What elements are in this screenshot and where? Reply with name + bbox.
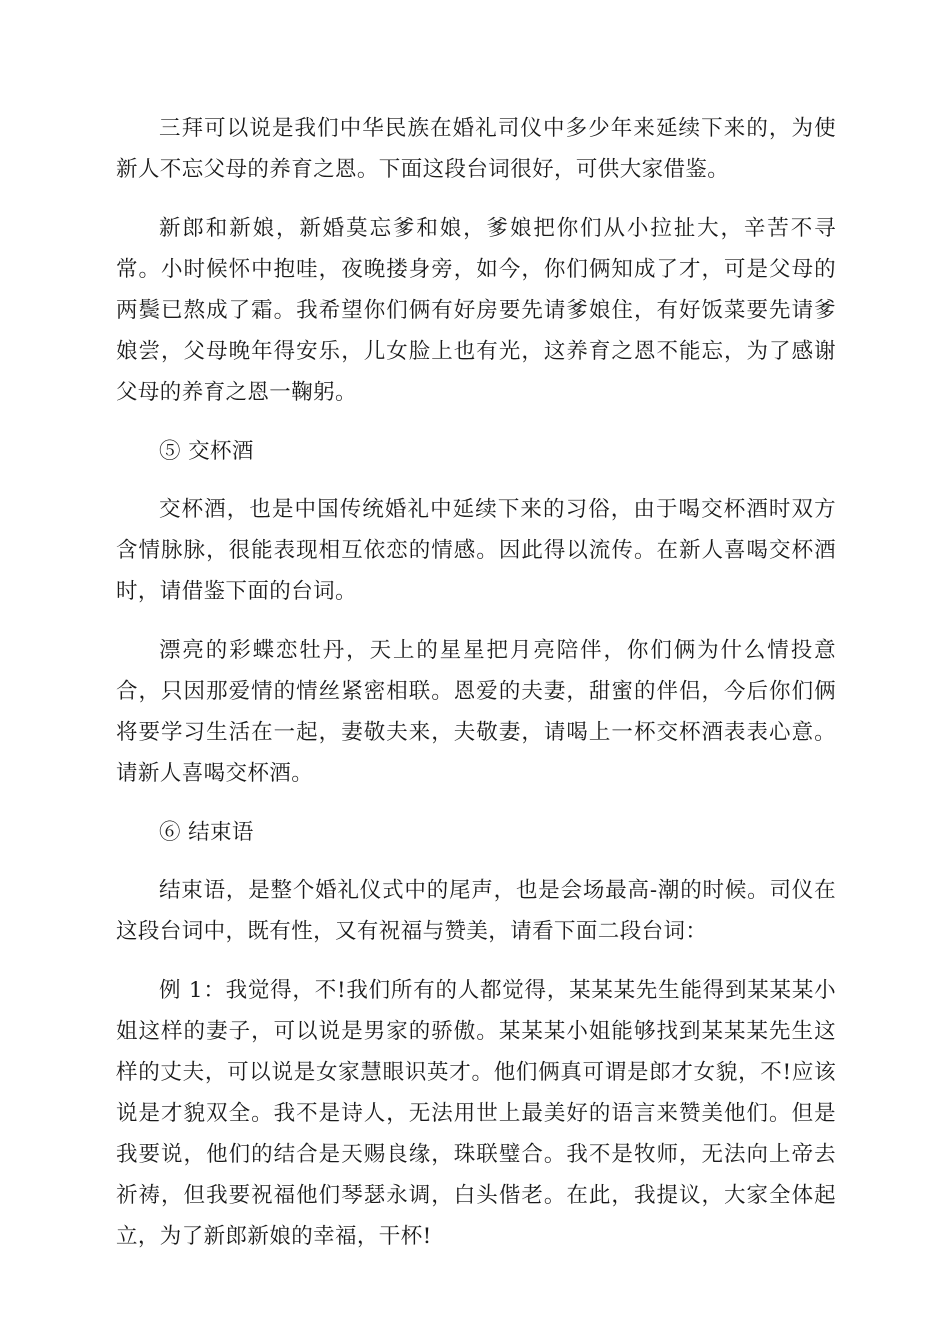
- document-page: [116, 108, 836, 1275]
- paragraph-closing-intro: 结束语，是整个婚礼仪式中的尾声，也是会场最高-潮的时候。司仪在这段台词中，既有性，又有祝福与赞美，请看下面二段台词：: [116, 878, 836, 944]
- section-heading-wedding-cup: ⑤ 交杯酒: [159, 439, 254, 464]
- paragraph-three-bows-script: 新郎和新娘，新婚莫忘爹和娘，爹娘把你们从小拉扯大，辛苦不寻常。小时候怀中抱哇，夜晚搂身旁，如今，你们俩知成了才，可是父母的两鬓已熬成了霜。我希望你们俩有好房要先请爹娘住，有好饭菜要先请爹娘尝，父母晚年得安乐，儿女脸上也有光，这养育之恩不能忘，为了感谢父母的养育之恩一鞠躬。: [116, 216, 836, 405]
- paragraph-wedding-cup-script: 漂亮的彩蝶恋牡丹，天上的星星把月亮陪伴，你们俩为什么情投意合，只因那爱情的情丝紧密相联。恩爱的夫妻，甜蜜的伴侣，今后你们俩将要学习生活在一起，妻敬夫来，夫敬妻，请喝上一杯交杯酒表表心意。请新人喜喝交杯酒。: [116, 638, 836, 786]
- paragraph-three-bows-intro: 三拜可以说是我们中华民族在婚礼司仪中多少年来延续下来的，为使新人不忘父母的养育之恩。下面这段台词很好，可供大家借鉴。: [116, 116, 836, 182]
- paragraph-closing-example-1: 例 1：我觉得，不!我们所有的人都觉得，某某某先生能得到某某某小姐这样的妻子，可以说是男家的骄傲。某某某小姐能够找到某某某先生这样的丈夫，可以说是女家慧眼识英才。他们俩真可谓是郎才女貌，不!应该说是才貌双全。我不是诗人，无法用世上最美好的语言来赞美他们。但是我要说，他们的结合是天赐良缘，珠联璧合。我不是牧师，无法向上帝去祈祷，但我要祝福他们琴瑟永调，白头偕老。在此，我提议，大家全体起立，为了新郎新娘的幸福，干杯!: [116, 978, 836, 1249]
- paragraph-wedding-cup-intro: 交杯酒，也是中国传统婚礼中延续下来的习俗，由于喝交杯酒时双方含情脉脉，很能表现相互依恋的情感。因此得以流传。在新人喜喝交杯酒时，请借鉴下面的台词。: [116, 497, 836, 604]
- section-heading-closing: ⑥ 结束语: [159, 820, 254, 845]
